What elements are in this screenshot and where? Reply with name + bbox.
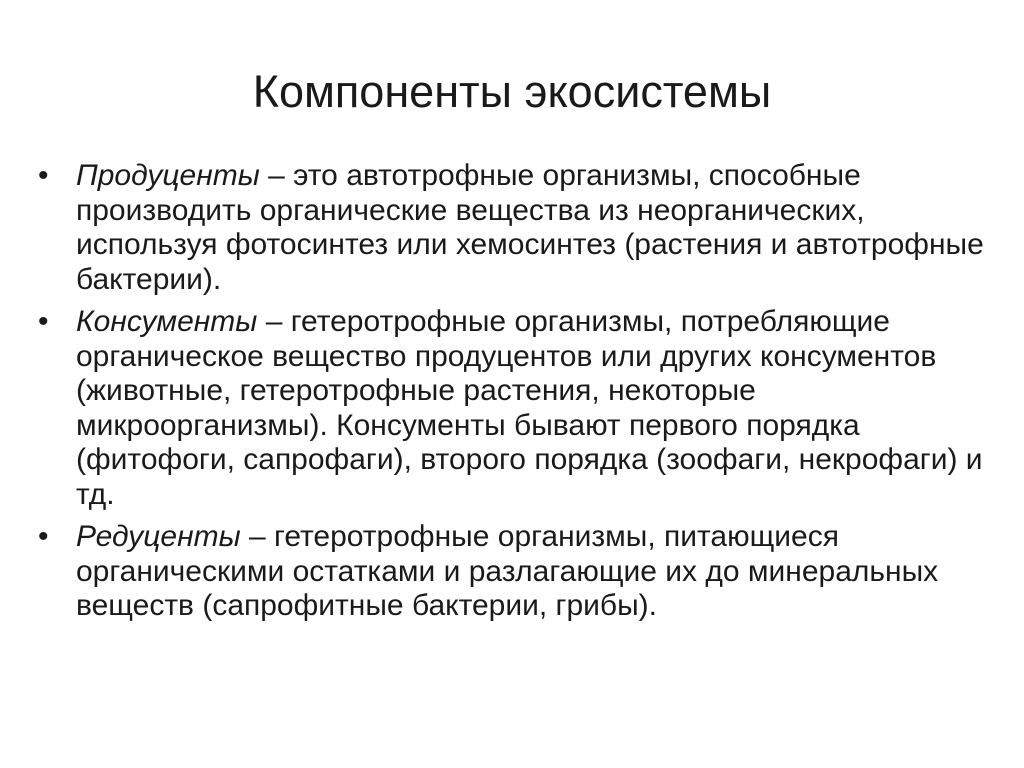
slide-title: Компоненты экосистемы xyxy=(252,66,772,117)
bullet-item-consumers xyxy=(38,305,988,512)
term-consumers: Консументы xyxy=(76,305,258,338)
bullet-marker: • xyxy=(38,520,49,553)
bullet-list xyxy=(38,159,988,632)
bullet-item-producers xyxy=(38,159,988,297)
definition-consumers: – гетеротрофные организмы, потребляющие органическое вещество продуцентов или других консументов (животные, гетеротрофные растения, некоторые микроорганизмы). Консументы бывают первого порядка (фитофоги, сапрофаги), второго порядка (зоофаги, некрофаги) и тд. xyxy=(76,305,983,511)
term-producers: Продуценты xyxy=(76,159,260,192)
definition-decomposers: – гетеротрофные организмы, питающиеся органическими остатками и разлагающие их до минеральных веществ (сапрофитные бактерии, грибы). xyxy=(76,520,939,622)
term-decomposers: Редуценты xyxy=(76,520,241,553)
bullet-marker: • xyxy=(38,305,49,338)
bullet-marker: • xyxy=(38,159,49,192)
bullet-item-decomposers xyxy=(38,520,988,624)
definition-producers: – это автотрофные организмы, способные производить органические вещества из неорганических, используя фотосинтез или хемосинтез (растения и автотрофные бактерии). xyxy=(76,159,984,296)
